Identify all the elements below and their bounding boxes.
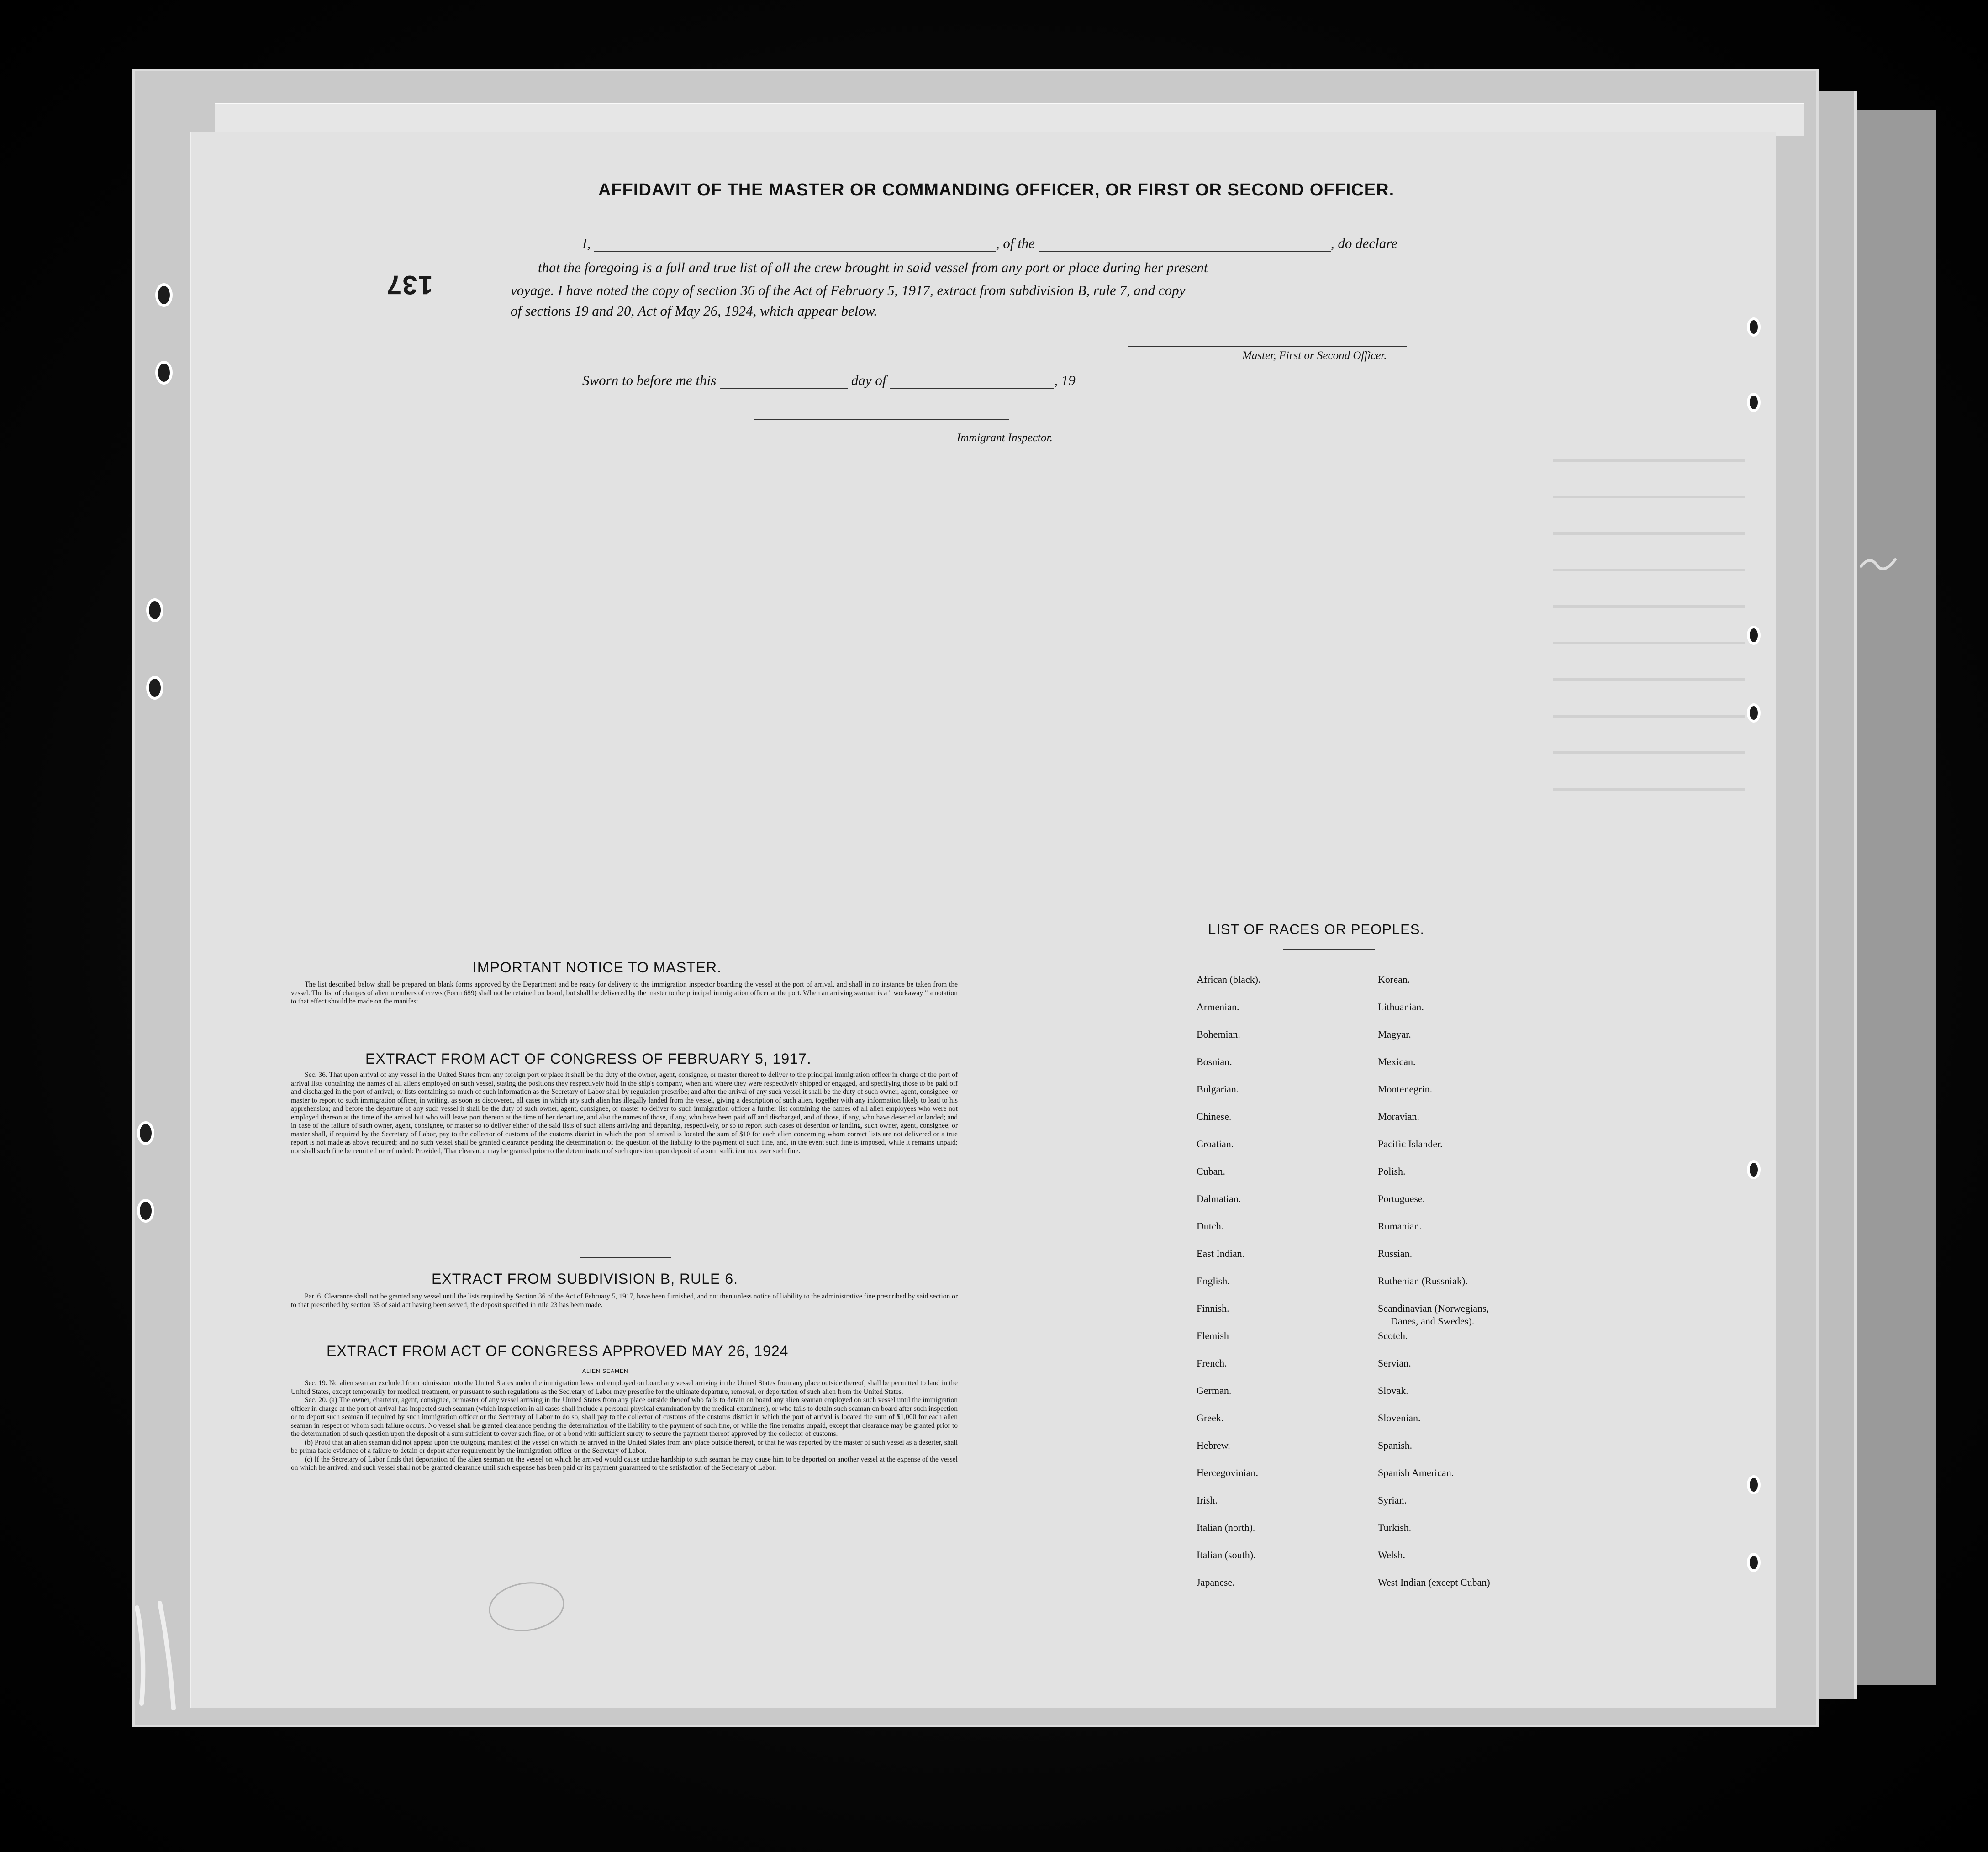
race-item: Dalmatian. [1197, 1193, 1241, 1204]
affidavit-line-1 [582, 235, 1397, 252]
race-item: Hebrew. [1197, 1440, 1230, 1451]
punch-hole [146, 676, 163, 700]
page-stamp-number: 137 [386, 270, 433, 300]
extract-1924-heading: EXTRACT FROM ACT OF CONGRESS APPROVED MAY 26, 1924 [327, 1343, 789, 1359]
sworn-line [582, 372, 1076, 389]
punch-hole [1747, 1475, 1761, 1494]
race-item: Greek. [1197, 1412, 1224, 1424]
race-item: Spanish American. [1378, 1467, 1454, 1478]
race-item: Scotch. [1378, 1330, 1408, 1341]
race-item: Spanish. [1378, 1440, 1413, 1451]
race-item: Polish. [1378, 1166, 1406, 1177]
race-item: Cuban. [1197, 1166, 1225, 1177]
alien-seamen-subheading: ALIEN SEAMEN [582, 1368, 628, 1374]
affidavit-i-label: I, [582, 235, 591, 251]
punch-hole [137, 1199, 154, 1223]
sworn-prefix: Sworn to before me this [582, 372, 717, 388]
race-item: Mexican. [1378, 1056, 1416, 1067]
race-item: Chinese. [1197, 1111, 1232, 1122]
affidavit-line-4: of sections 19 and 20, Act of May 26, 1924, which appear below. [511, 303, 878, 319]
race-item: French. [1197, 1357, 1227, 1369]
affidavit-declare-label: , do declare [1330, 235, 1397, 251]
sworn-day-of-label: day of [851, 372, 886, 388]
punch-hole [1747, 317, 1761, 337]
punch-hole [155, 283, 173, 307]
extract-1924-sec19: Sec. 19. No alien seaman excluded from admission into the United States under the immigration laws and employed on board any vessel arriving in the United States from any place outside thereof, shall be permitted to land in the United States, except temporarily for medical treatment, or pursuant to such regulations as the Secretary of Labor may prescribe for the ultimate departure, removal, or deportation of such alien from the United States. [291, 1379, 958, 1396]
race-item: Korean. [1378, 974, 1410, 985]
race-item: Finnish. [1197, 1303, 1229, 1314]
race-item: English. [1197, 1275, 1230, 1287]
race-item: Irish. [1197, 1494, 1218, 1506]
sworn-month-blank[interactable] [890, 388, 1054, 389]
divider [1283, 949, 1375, 950]
extract-1924-sec20b: (b) Proof that an alien seaman did not appear upon the outgoing manifest of the vessel on which he arrived in the United States from any place outside thereof, or that he was reported by the master of such vessel as a deserter, shall be prima facie evidence of a failure to detain or deport after requirement by the immigration officer or the Secretary of Labor. [291, 1438, 958, 1455]
extract-1917-text [291, 1071, 958, 1156]
sworn-day-blank[interactable] [720, 388, 848, 389]
notice-master-paragraph: The list described below shall be prepared on blank forms approved by the Department and be ready for delivery to the immigration inspector boarding the vessel at the port of arrival, and shall in no instance be taken from the vessel. The list of changes of alien members of crews (Form 689) shall not be retained on board, but shall be delivered by the master to the principal immigration officer at the port. When an arriving seaman is a " workaway " a notation to that effect should,be made on the manifest. [291, 981, 958, 1005]
punch-hole [1747, 1160, 1761, 1179]
affidavit-of-the-label: , of the [996, 235, 1035, 251]
races-title: LIST OF RACES OR PEOPLES. [1208, 921, 1425, 937]
race-item: Syrian. [1378, 1494, 1407, 1506]
race-item: German. [1197, 1385, 1232, 1396]
master-caption: Master, First or Second Officer. [1242, 349, 1387, 362]
edge-mark [1859, 553, 1900, 575]
race-item: Italian (south). [1197, 1549, 1256, 1561]
race-item: Magyar. [1378, 1029, 1411, 1040]
race-item: Japanese. [1197, 1577, 1235, 1588]
race-item: Slovenian. [1378, 1412, 1421, 1424]
extract-rule6-text [291, 1293, 958, 1309]
sworn-year-label: , 19 [1054, 372, 1076, 388]
race-item: Moravian. [1378, 1111, 1420, 1122]
race-item: Bosnian. [1197, 1056, 1232, 1067]
punch-hole [137, 1121, 154, 1145]
punch-hole [1747, 703, 1761, 723]
race-item: Ruthenian (Russniak). [1378, 1275, 1468, 1287]
affidavit-line-3: voyage. I have noted the copy of section 36 of the Act of February 5, 1917, extract from subdivision B, rule 7, and copy [511, 282, 1186, 298]
punch-hole [1747, 1553, 1761, 1572]
race-item: Portuguese. [1378, 1193, 1425, 1204]
notice-master-text [291, 981, 958, 1006]
race-item-continuation: Danes, and Swedes). [1391, 1315, 1475, 1327]
punch-hole [1747, 393, 1761, 412]
race-item: Croatian. [1197, 1138, 1234, 1150]
race-item: Rumanian. [1378, 1220, 1422, 1232]
race-item: Turkish. [1378, 1522, 1412, 1533]
inspector-caption: Immigrant Inspector. [957, 432, 1053, 444]
race-item: Servian. [1378, 1357, 1411, 1369]
race-item: Lithuanian. [1378, 1001, 1424, 1013]
extract-1924-sec20c: (c) If the Secretary of Labor finds that deportation of the alien seaman on the vessel on which he arrived would cause undue hardship to such seaman he may cause him to be deported on another vessel at the expense of the vessel on which he arrived, and such vessel shall not be granted clearance until such expense has been paid or its payment guaranteed to the satisfaction of the Secretary of Labor. [291, 1455, 958, 1472]
notice-master-heading: IMPORTANT NOTICE TO MASTER. [473, 959, 722, 976]
margin-handwriting [123, 1599, 196, 1717]
affidavit-line-2: that the foregoing is a full and true list of all the crew brought in said vessel from any port or place during her present [538, 259, 1208, 275]
race-item: Russian. [1378, 1248, 1413, 1259]
extract-1924-sec20a: Sec. 20. (a) The owner, charterer, agent, consignee, or master of any vessel arriving in the United States from any place outside thereof who fails to detain on board any alien seaman employed on such vessel until the immigration officer in charge at the port of arrival has inspected such seaman (which inspection in all cases shall include a personal physical examination by the medical examiners), or who fails to detain such seaman on board after such inspection or to deport such seaman if required by such immigration officer or the Secretary of Labor to do so, shall pay to the collector of customs of the customs district in which the port of arrival is located the sum of $1,000 for each alien seaman in respect of whom such failure occurs. No vessel shall be granted clearance pending the determination of the liability to the payment of such fine, or while the fine remains unpaid, except that clearance may be granted prior to the determination of such question upon the deposit of a sum sufficient to cover such fine, or of a bond with sufficient surety to secure the payment thereof approved by the collector of customs. [291, 1396, 958, 1438]
race-item: Flemish [1197, 1330, 1229, 1341]
race-item: Dutch. [1197, 1220, 1224, 1232]
extract-1924-text [291, 1379, 958, 1472]
extract-1917-paragraph: Sec. 36. That upon arrival of any vessel in the United States from any foreign port or place it shall be the duty of the owner, agent, consignee, or master thereof to deliver to the principal immigration officer in charge of the port of arrival lists containing the names of all aliens employed on such vessel, stating the positions they respectively hold in the ship's company, when and where they were respectively shipped or engaged, and specifying those to be paid off and discharged in the port of arrival; or lists containing so much of such information as the Secretary of Labor shall by regulation prescribe; and after the arrival of any such vessel it shall be the duty of such owner, agent, consignee, or master to report to such immigration officer, in writing, as soon as discovered, all cases in which any such alien has illegally landed from the vessel, giving a description of such alien, together with any information likely to lead to his apprehension; and before the departure of any such vessel it shall be the duty of such owner, agent, consignee, or master to deliver to such immigration officer a further list containing the names of all alien employees who were not employed thereon at the time of the arrival but who will leave port thereon at the time of her departure, and also the names of those, if any, who have been paid off and discharged, and of those, if any, who have deserted or landed; and in case of the failure of such owner, agent, consignee, or master so to deliver either of the said lists of such aliens arriving and departing, respectively, or so to report such cases of desertion or landing, such owner, agent, consignee, or master shall, if required by the Secretary of Labor, pay to the collector of customs of the customs district in which the port of arrival is located the sum of $10 for each alien concerning whom correct lists are not delivered or a true report is not made as above required; and no such vessel shall be granted clearance pending the determination of the question of the liability to the payment of such fine, and, in the event such fine is imposed, while it remains unpaid; nor shall such fine be remitted or refunded: Provided, That clearance may be granted prior to the determination of such question upon deposit of a sum sufficient to cover such fine. [291, 1071, 958, 1155]
punch-hole [146, 598, 163, 622]
race-item: East Indian. [1197, 1248, 1245, 1259]
race-item: Armenian. [1197, 1001, 1239, 1013]
punch-hole [155, 361, 173, 385]
punch-hole [1747, 626, 1761, 645]
race-item: African (black). [1197, 974, 1261, 985]
vessel-blank[interactable] [1039, 251, 1331, 252]
page-top-edge [215, 103, 1804, 136]
inspector-signature-line[interactable] [754, 419, 1009, 420]
master-signature-line[interactable] [1128, 346, 1407, 347]
race-item: Hercegovinian. [1197, 1467, 1258, 1478]
affidavit-title: AFFIDAVIT OF THE MASTER OR COMMANDING OFFICER, OR FIRST OR SECOND OFFICER. [598, 180, 1395, 200]
race-item: West Indian (except Cuban) [1378, 1577, 1490, 1588]
race-item: Pacific Islander. [1378, 1138, 1443, 1150]
race-item: Slovak. [1378, 1385, 1408, 1396]
extract-rule6-paragraph: Par. 6. Clearance shall not be granted any vessel until the lists required by Section 36 of the Act of February 5, 1917, have been furnished, and not then unless notice of liability to the administrative fine prescribed by said section or to that prescribed by section 35 of said act having been served, the deposit specified in rule 23 has been made. [291, 1293, 958, 1309]
extract-1917-heading: EXTRACT FROM ACT OF CONGRESS OF FEBRUARY 5, 1917. [365, 1050, 812, 1067]
name-blank[interactable] [594, 251, 996, 252]
race-item: Scandinavian (Norwegians, [1378, 1303, 1489, 1314]
race-item: Montenegrin. [1378, 1083, 1433, 1095]
race-item: Welsh. [1378, 1549, 1405, 1561]
race-item: Italian (north). [1197, 1522, 1255, 1533]
race-item: Bohemian. [1197, 1029, 1240, 1040]
divider [580, 1257, 671, 1258]
race-item: Bulgarian. [1197, 1083, 1239, 1095]
extract-rule6-heading: EXTRACT FROM SUBDIVISION B, RULE 6. [432, 1271, 738, 1287]
